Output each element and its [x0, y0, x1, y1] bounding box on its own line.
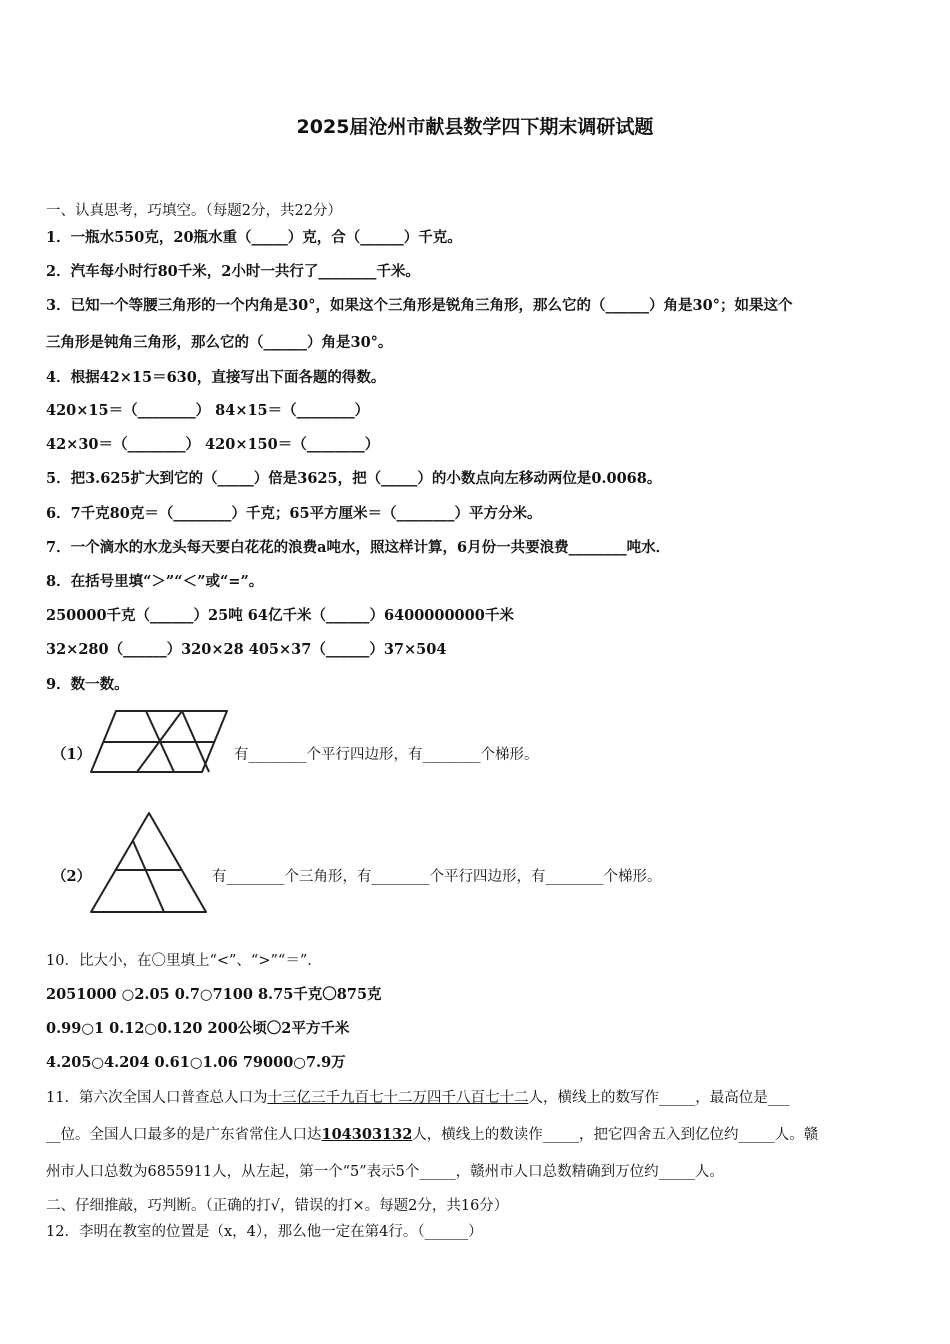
section-1-heading: 一、认真思考，巧填空。（每题2分，共22分） [46, 203, 342, 219]
question-4: 4．根据42×15＝630，直接写出下面各题的得数。 [46, 369, 386, 386]
question-8: 8．在括号里填“＞”“＜”或“=”。 [46, 573, 264, 590]
question-10: 10．比大小，在〇里填上“<”、“>”“＝”． [46, 953, 322, 969]
question-4-row-2: 42×30＝（________） 420×150＝（________） [46, 436, 380, 453]
question-9-part-1-label: （1） [52, 746, 92, 763]
question-10-row-3: 4.205○4.204 0.61○1.06 79000○7.9万 [46, 1054, 346, 1071]
triangle-figure [86, 810, 210, 916]
question-1: 1．一瓶水550克，20瓶水重（_____）克，合（______）千克。 [46, 229, 462, 246]
question-9-part-2-text: 有________个三角形，有________个平行四边形，有________个梯形。 [212, 869, 662, 885]
question-2: 2．汽车每小时行80千米，2小时一共行了________千米。 [46, 263, 420, 280]
question-9-part-2-label: （2） [52, 868, 92, 885]
page-title: 2025届沧州市献县数学四下期末调研试题 [296, 116, 654, 138]
section-2-heading: 二、仔细推敲，巧判断。（正确的打√，错误的打×。每题2分，共16分） [46, 1198, 509, 1214]
question-3-line-2: 三角形是钝角三角形，那么它的（______）角是30°。 [46, 334, 393, 351]
question-11-line-1 [46, 1088, 789, 1108]
question-10-row-1: 2051000 ○2.05 0.7○7100 8.75千克〇875克 [46, 986, 382, 1003]
guangdong-number-underlined: 104303132 [321, 1126, 413, 1143]
question-11-line-2-end: 人，横线上的数读作_____，把它四舍五入到亿位约_____人。赣 [412, 1127, 819, 1143]
question-9-part-1-text: 有________个平行四边形，有________个梯形。 [234, 747, 539, 763]
question-5: 5．把3.625扩大到它的（_____）倍是3625，把（_____）的小数点向左移动两位是0.0068。 [46, 470, 662, 487]
question-8-row-1: 250000千克（______）25吨 64亿千米（______）6400000000千米 [46, 607, 514, 624]
question-8-row-2: 32×280（______）320×28 405×37（______）37×504 [46, 641, 447, 658]
question-12: 12．李明在教室的位置是（x，4），那么他一定在第4行。（______） [46, 1224, 483, 1240]
question-11-line-2 [46, 1125, 818, 1145]
question-11-line-1-end: 人，横线上的数写作_____，最高位是___ [528, 1090, 790, 1106]
question-11-line-1-start: 11．第六次全国人口普查总人口为 [46, 1090, 268, 1106]
question-11-line-2-start: __位。全国人口最多的是广东省常住人口达 [46, 1127, 322, 1143]
question-6: 6．7千克80克＝（________）千克；65平方厘米＝（________）平方分米。 [46, 505, 542, 522]
question-4-row-1: 420×15＝（________） 84×15＝（________） [46, 402, 370, 419]
question-3-line-1: 3．已知一个等腰三角形的一个内角是30°，如果这个三角形是锐角三角形，那么它的（______）角是30°；如果这个 [46, 297, 793, 314]
population-words-underlined: 十三亿三千九百七十二万四千八百七十二 [267, 1090, 529, 1106]
question-11-line-3: 州市人口总数为6855911人，从左起，第一个“5”表示5个_____，赣州市人口总数精确到万位约_____人。 [46, 1164, 724, 1180]
question-9: 9．数一数。 [46, 676, 129, 693]
question-7: 7．一个滴水的水龙头每天要白花花的浪费a吨水，照这样计算，6月份一共要浪费________吨水． [46, 539, 671, 556]
parallelogram-figure [86, 708, 232, 776]
question-10-row-2: 0.99○1 0.12○0.120 200公顷〇2平方千米 [46, 1020, 350, 1037]
